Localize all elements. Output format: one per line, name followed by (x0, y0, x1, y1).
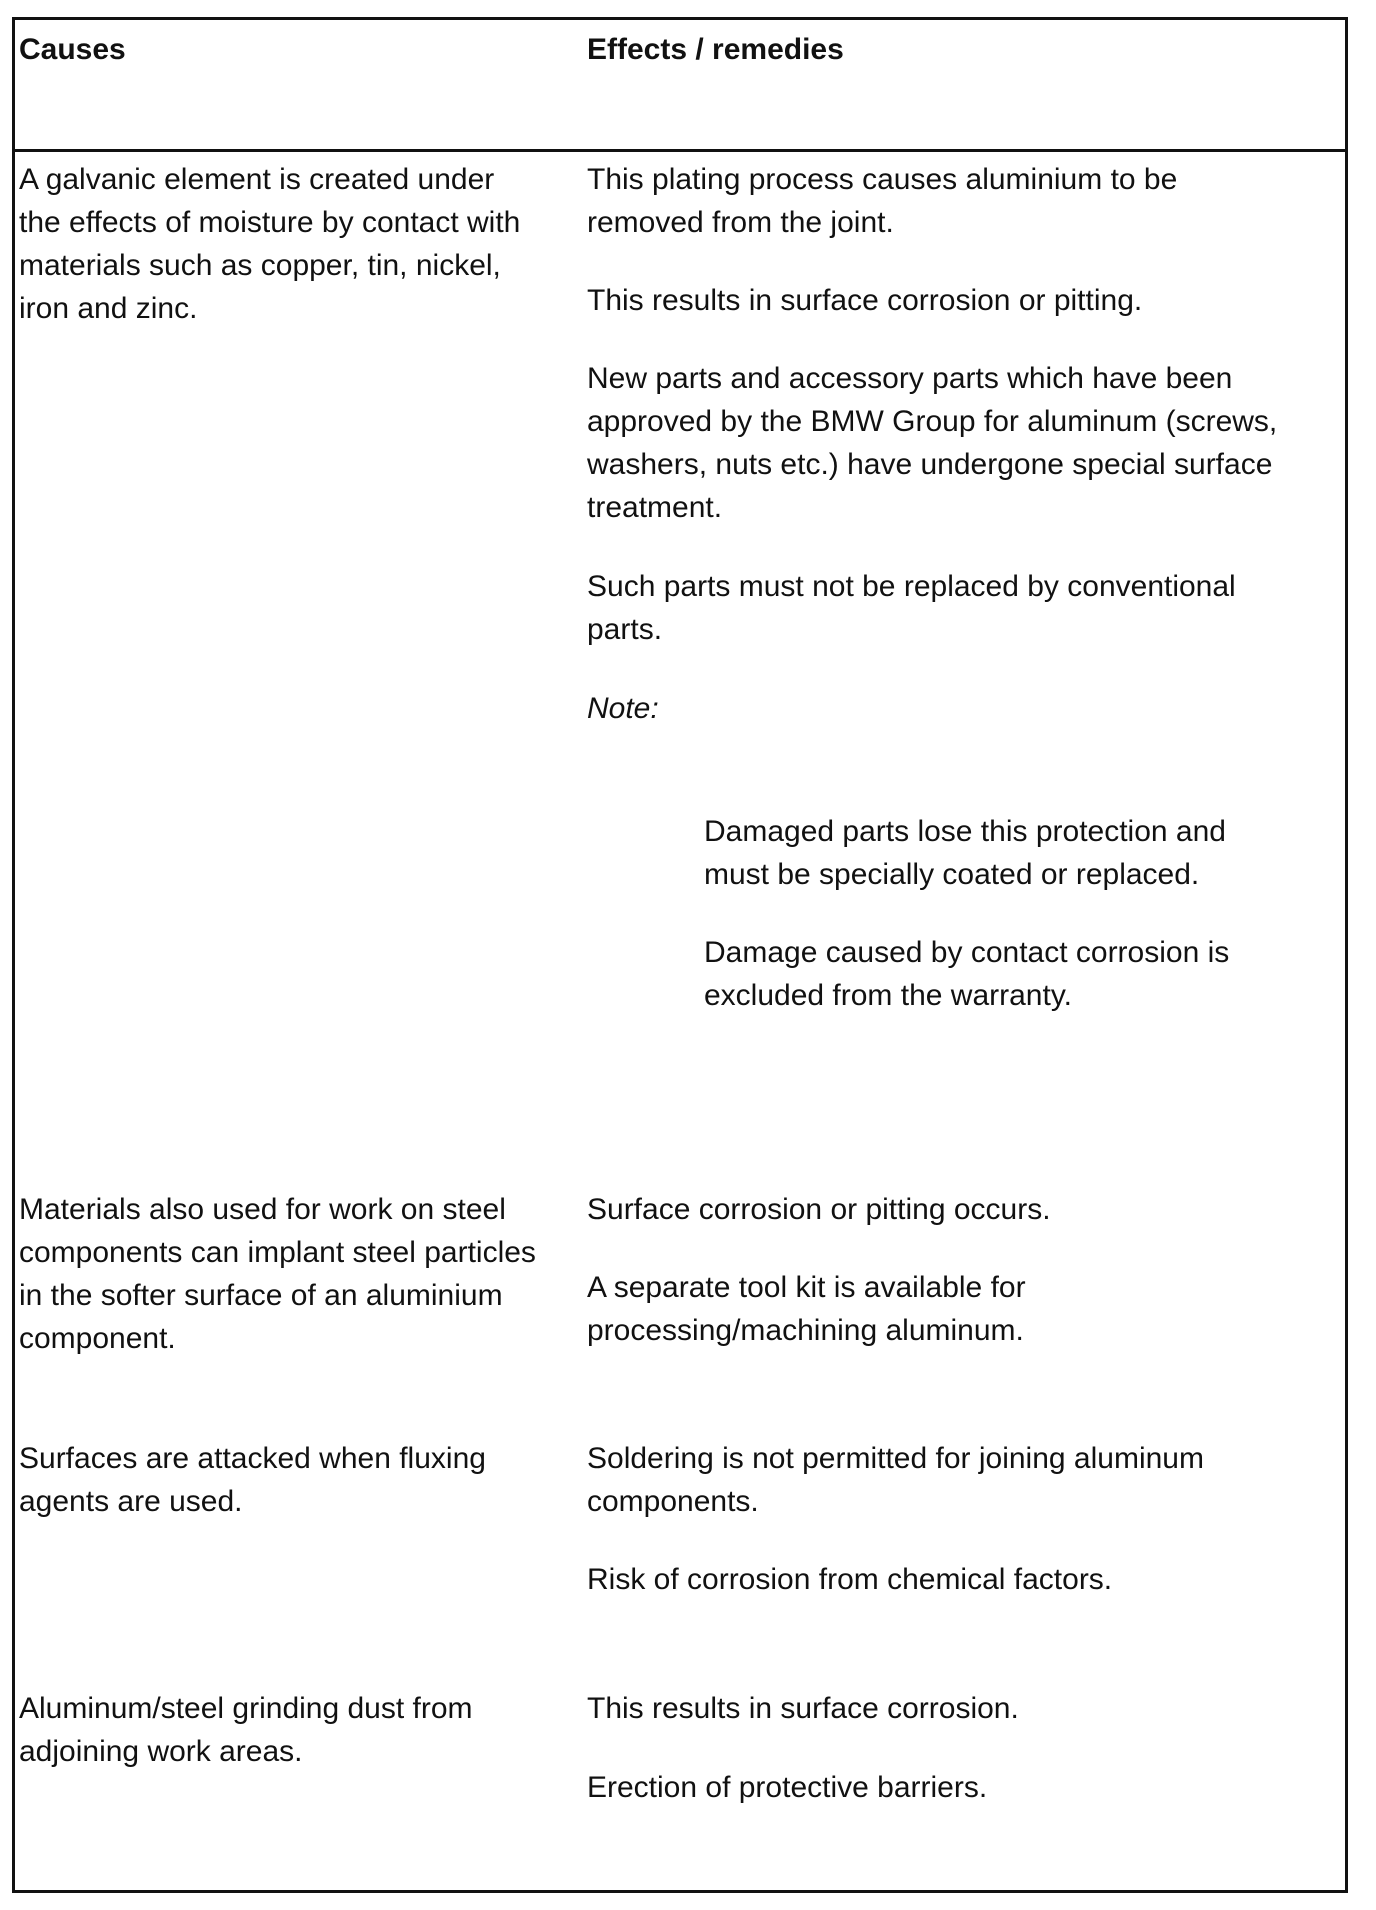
cause-line: iron and zinc. (19, 292, 198, 325)
note-line: Damage caused by contact corrosion is (704, 936, 1230, 969)
header-causes: Causes (19, 33, 126, 66)
cause-line: Aluminum/steel grinding dust from (19, 1692, 473, 1725)
note-label: Note: (587, 692, 659, 725)
effect-line: parts. (587, 613, 663, 646)
note-line: must be specially coated or replaced. (704, 858, 1200, 891)
cause-line: agents are used. (19, 1485, 243, 1518)
effect-line: Soldering is not permitted for joining aluminum (587, 1442, 1204, 1475)
cause-line: Surfaces are attacked when fluxing (19, 1442, 486, 1475)
effect-line: Such parts must not be replaced by conventional (587, 570, 1236, 603)
cause-line: A galvanic element is created under (19, 163, 495, 196)
cause-line: component. (19, 1322, 176, 1355)
effect-line: This plating process causes aluminium to be (587, 163, 1178, 196)
cause-line: the effects of moisture by contact with (19, 206, 521, 239)
effect-line: Risk of corrosion from chemical factors. (587, 1563, 1113, 1596)
effect-line: Surface corrosion or pitting occurs. (587, 1193, 1051, 1226)
note-line: Damaged parts lose this protection and (704, 815, 1226, 848)
effect-line: removed from the joint. (587, 206, 894, 239)
cause-line: components can implant steel particles (19, 1236, 536, 1269)
effect-line: This results in surface corrosion or pitting. (587, 284, 1143, 317)
effect-line: components. (587, 1485, 759, 1518)
effect-line: Erection of protective barriers. (587, 1771, 988, 1804)
effect-line: washers, nuts etc.) have undergone special surface (587, 448, 1273, 481)
effect-line: processing/machining aluminum. (587, 1314, 1024, 1347)
cause-line: materials such as copper, tin, nickel, (19, 249, 501, 282)
cause-line: adjoining work areas. (19, 1735, 303, 1768)
effect-line: approved by the BMW Group for aluminum (screws, (587, 405, 1278, 438)
effect-line: New parts and accessory parts which have been (587, 362, 1233, 395)
effect-line: This results in surface corrosion. (587, 1692, 1019, 1725)
effect-line: treatment. (587, 491, 723, 524)
effect-line: A separate tool kit is available for (587, 1271, 1026, 1304)
table-header-row (15, 20, 1345, 152)
header-effects: Effects / remedies (587, 33, 844, 66)
cause-line: Materials also used for work on steel (19, 1193, 506, 1226)
note-line: excluded from the warranty. (704, 979, 1072, 1012)
causes-effects-table (12, 17, 1348, 1893)
cause-line: in the softer surface of an aluminium (19, 1279, 503, 1312)
